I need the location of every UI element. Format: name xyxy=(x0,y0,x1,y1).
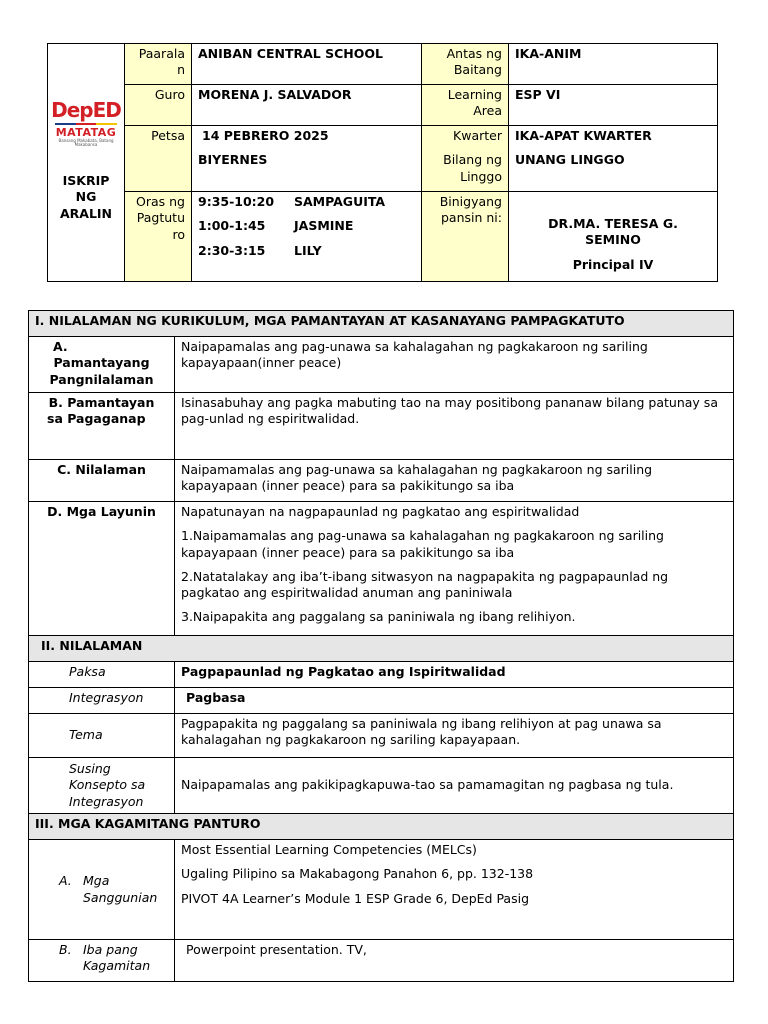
sanggunian-item: Ugaling Pilipino sa Makabagong Panahon 6, pp. 132-138 xyxy=(181,866,534,882)
tema-label: Tema xyxy=(29,714,175,758)
layunin-item: 2.Natatalakay ang iba’t-ibang sitwasyon na nagpapakita ng pagpapaunlad ng pagkatao ang espiritwalidad anuman ang paniniwala xyxy=(181,568,669,600)
matatag-wordmark: MATATAG xyxy=(55,126,117,139)
iskrip-ng-aralin: ISKRIP NG ARALIN xyxy=(59,173,113,221)
lesson-table xyxy=(28,310,734,982)
deped-wordmark: DepED xyxy=(51,98,121,122)
deped-logo xyxy=(48,100,124,147)
learning-area-value: ESP VI xyxy=(509,85,718,126)
susing-konsepto-value: Naipapamalas ang pakikipagkapuwa-tao sa pamamagitan ng pagbasa ng tula. xyxy=(175,758,734,814)
oras-label: Oras ng Pagtutu ro xyxy=(125,192,192,282)
linggo-text: UNANG LINGGO xyxy=(515,152,625,168)
principal-name: DR.MA. TERESA G. SEMINO xyxy=(548,216,678,248)
header-table xyxy=(47,43,718,282)
pamantayan-sa-pagaganap-label: B. Pamantayan sa Pagaganap xyxy=(29,393,175,460)
logo-tagline: Bansang Makabata, Batang Makabansa xyxy=(58,138,114,148)
layunin-item: 3.Naipapakita ang paggalang sa paniniwala ng ibang relihiyon. xyxy=(181,609,576,625)
integrasyon-label: Integrasyon xyxy=(29,688,175,714)
pamantayang-pangnilalaman-text: Naipapamalas ang pag-unawa sa kahalagahan ng pagkakaroon ng sariling kapayapaan(inner peace) xyxy=(175,337,734,393)
petsa-value xyxy=(192,126,422,192)
paksa-label: Paksa xyxy=(29,662,175,688)
antas-value: IKA-ANIM xyxy=(509,44,718,85)
integrasyon-value: Pagbasa xyxy=(175,688,734,714)
logo-cell xyxy=(48,44,125,282)
iba-pang-kagamitan-label: B. Iba pang Kagamitan xyxy=(29,940,175,982)
guro-value: MORENA J. SALVADOR xyxy=(192,85,422,126)
paaralan-value: ANIBAN CENTRAL SCHOOL xyxy=(192,44,422,85)
petsa-date: 14 PEBRERO 2025 xyxy=(202,128,329,143)
sanggunian-item: Most Essential Learning Competencies (MELCs) xyxy=(181,842,477,857)
kwarter-label: Kwarter Bilang ng Linggo xyxy=(422,126,509,192)
antas-label: Antas ng Baitang xyxy=(422,44,509,85)
principal-title: Principal IV xyxy=(572,256,654,272)
layunin-item: Napatunayan na nagpapaunlad ng pagkatao ang espiritwalidad xyxy=(181,504,580,519)
schedule-row: 9:35-10:20 SAMPAGUITA xyxy=(198,194,386,209)
paaralan-label: Paarala n xyxy=(125,44,192,85)
layunin-item: 1.Naipamamalas ang pag-unawa sa kahalagahan ng pagkakaroon ng sariling kapayapaan (inner peace) para sa pakikitungo sa iba xyxy=(181,528,664,560)
paksa-value: Pagpapaunlad ng Pagkatao ang Ispiritwalidad xyxy=(175,662,734,688)
petsa-label: Petsa xyxy=(125,126,192,192)
binigyang-pansin-label: Binigyang pansin ni: xyxy=(422,192,509,282)
principal-cell xyxy=(509,192,718,282)
nilalaman-label: C. Nilalaman xyxy=(29,460,175,502)
section-one-title: I. NILALAMAN NG KURIKULUM, MGA PAMANTAYAN AT KASANAYANG PAMPAGKATUTO xyxy=(29,311,734,337)
mga-layunin-label: D. Mga Layunin xyxy=(29,502,175,636)
tema-value: Pagpapakita ng paggalang sa paniniwala ng ibang relihiyon at pag unawa sa kahalagahan ng pagkakaroon ng sariling kapayapaan. xyxy=(175,714,734,758)
kwarter-text: IKA-APAT KWARTER xyxy=(515,128,652,143)
pamantayan-sa-pagaganap-text: Isinasabuhay ang pagka mabuting tao na may positibong pananaw bilang patunay sa pag-unlad ng espiritwalidad. xyxy=(175,393,734,460)
section-two-title: II. NILALAMAN xyxy=(29,636,734,662)
susing-konsepto-label: Susing Konsepto sa Integrasyon xyxy=(29,758,175,814)
mga-sanggunian-label: A. Mga Sanggunian xyxy=(29,840,175,940)
learning-area-label: Learning Area xyxy=(422,85,509,126)
schedule-row: 2:30-3:15 LILY xyxy=(198,242,322,258)
sanggunian-item: PIVOT 4A Learner’s Module 1 ESP Grade 6, DepEd Pasig xyxy=(181,890,529,906)
mga-layunin-list xyxy=(175,502,734,636)
iba-pang-kagamitan-value: Powerpoint presentation. TV, xyxy=(175,940,734,982)
logo-color-bar xyxy=(55,123,117,125)
section-three-title: III. MGA KAGAMITANG PANTURO xyxy=(29,814,734,840)
schedule-cell xyxy=(192,192,422,282)
mga-sanggunian-list xyxy=(175,840,734,940)
petsa-day: BIYERNES xyxy=(198,152,268,168)
schedule-row: 1:00-1:45 JASMINE xyxy=(198,218,354,234)
nilalaman-text: Naipamamalas ang pag-unawa sa kahalagahan ng pagkakaroon ng sariling kapayapaan (inner peace) para sa pakikitungo sa iba xyxy=(175,460,734,502)
guro-label: Guro xyxy=(125,85,192,126)
pamantayang-pangnilalaman-label: A. Pamantayang Pangnilalaman xyxy=(29,337,175,393)
kwarter-value xyxy=(509,126,718,192)
